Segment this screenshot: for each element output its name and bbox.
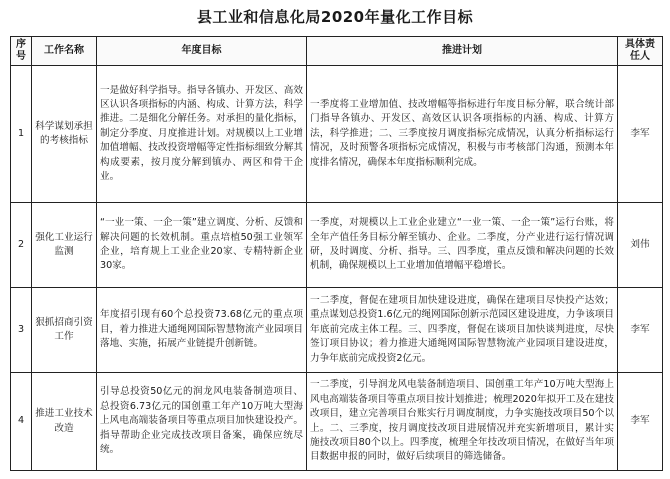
row-annual-goal: “一业一策、一企一策”建立调度、分析、反馈和解决问题的长效机制。重点培植50强工业领军企业，培育规上工业企业20家、专精特新企业30家。 — [97, 203, 307, 288]
row-work-name: 科学谋划承担的考核指标 — [32, 66, 97, 203]
row-plan: 一二季度，督促在建项目加快建设进度，确保在建项目尽快投产达效；重点谋划总投资1.6亿元的绳网国际创新示范园区建设进度，力争该项目年底前完成主体工程。三、四季度，督促在谈项目加快谈判进度，尽快签订项目协议；着力推进大通绳网国际智慧物流产业园项目建设进度，力争年底前完成投资2亿元。 — [307, 288, 618, 373]
header-name: 工作名称 — [32, 37, 97, 66]
document-title: 县工业和信息化局2020年量化工作目标 — [196, 8, 474, 26]
row-annual-goal: 年度招引现有60个总投资73.68亿元的重点项目，着力推进大通绳网国际智慧物流产业园项目落地、实施，拓展产业链提升创新链。 — [97, 288, 307, 373]
row-index: 3 — [11, 288, 32, 373]
table-header-row — [11, 37, 663, 66]
row-index: 2 — [11, 203, 32, 288]
row-annual-goal: 引导总投资50亿元的润龙风电装备制造项目、总投资6.73亿元的国创重工年产10万吨大型海上风电高端装备项目等重点项目加快建设投产。指导帮助企业完成技改项目备案，确保应统尽统。 — [97, 373, 307, 471]
header-owner: 具体责任人 — [618, 37, 663, 66]
table-row — [11, 288, 663, 373]
row-work-name: 狠抓招商引资工作 — [32, 288, 97, 373]
row-plan: 一季度，对规模以上工业企业建立“一业一策、一企一策”运行台账，将全年产值任务目标分解至镇办、企业。二季度，分产业进行运行情况调研，及时调度、分析、指导。三、四季度，重点反馈和解决问题的长效机制，确保规模以上工业增加值增幅平稳增长。 — [307, 203, 618, 288]
header-plan: 推进计划 — [307, 37, 618, 66]
row-index: 4 — [11, 373, 32, 471]
table-row — [11, 373, 663, 471]
row-annual-goal: 一是做好科学指导。指导各镇办、开发区、高效区认识各项指标的内涵、构成、计算方法，科学推进。二是细化分解任务。对承担的量化指标，制定分季度、月度推进计划。对规模以上工业增加值增幅、技改投资增幅等定性指标细致分解其构成要素，按月度分解到镇办、两区和骨干企业。 — [97, 66, 307, 203]
table-row — [11, 66, 663, 203]
row-work-name: 推进工业技术改造 — [32, 373, 97, 471]
header-goal: 年度目标 — [97, 37, 307, 66]
header-index: 序号 — [11, 37, 32, 66]
row-owner: 李军 — [618, 373, 663, 471]
row-work-name: 强化工业运行监测 — [32, 203, 97, 288]
work-goals-table — [10, 36, 663, 471]
row-index: 1 — [11, 66, 32, 203]
row-owner: 李军 — [618, 66, 663, 203]
row-plan: 一二季度，引导润龙风电装备制造项目、国创重工年产10万吨大型海上风电高端装备项目等重点项目按计划推进；梳理2020年拟开工及在建技改项目，建立完善项目台账实行月调度制度，力争实施技改项目50个以上。二、三季度，按月调度技改项目进展情况并充实新增项目，累计实施技改项目80个以上。四季度，梳理全年技改项目情况，在做好当年项目数据申报的同时，做好后续项目的筛选储备。 — [307, 373, 618, 471]
row-owner: 刘伟 — [618, 203, 663, 288]
row-owner: 李军 — [618, 288, 663, 373]
table-row — [11, 203, 663, 288]
row-plan: 一季度将工业增加值、技改增幅等指标进行年度目标分解，联合统计部门指导各镇办、开发区、高效区认识各项指标的内涵、构成、计算方法，科学推进；二、三季度按月调度指标完成情况，认真分析指标运行情况，及时预警各项指标完成情况，积极与市考核部门沟通，预测本年度排名情况，确保本年度指标顺利完成。 — [307, 66, 618, 203]
